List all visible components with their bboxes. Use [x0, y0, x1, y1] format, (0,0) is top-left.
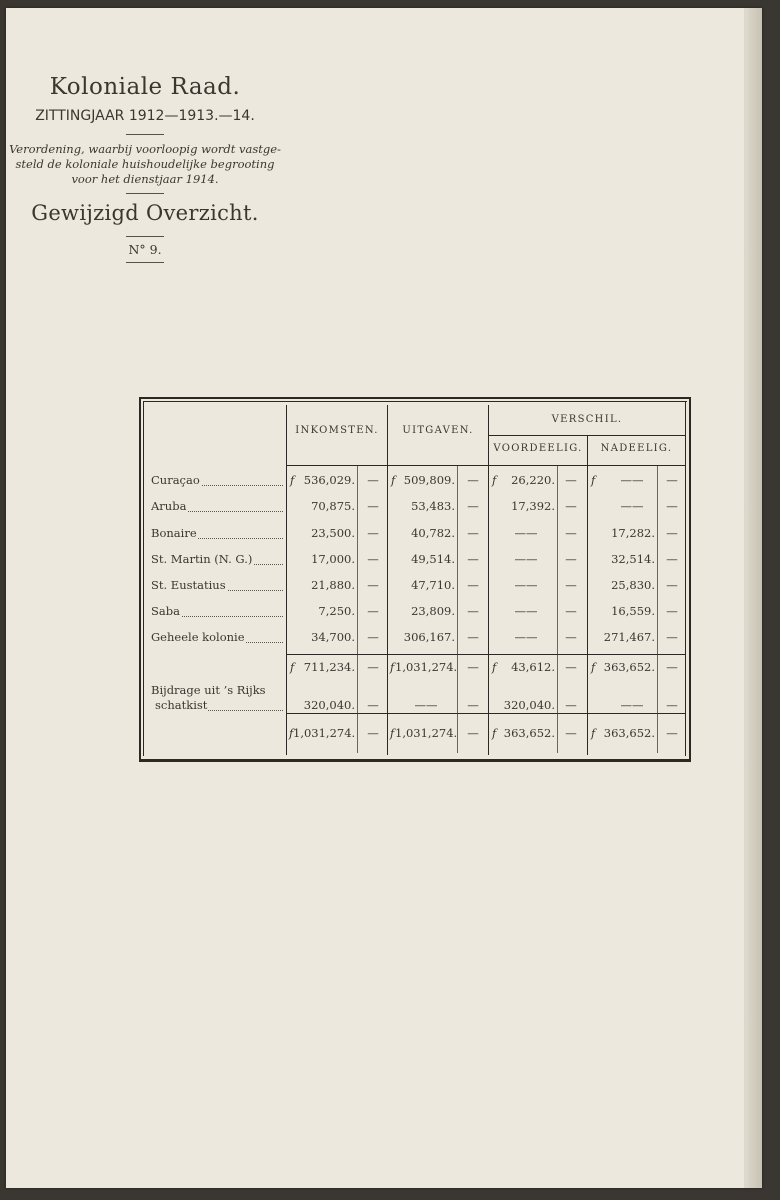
dash: — [666, 552, 678, 566]
dash: — [666, 726, 678, 740]
verschil-rule [488, 435, 685, 436]
dash: — [467, 473, 479, 487]
dash: — [367, 552, 379, 566]
dash: — [367, 526, 379, 540]
table-border-bottom [139, 759, 691, 762]
subtotal-rule [286, 654, 685, 655]
dash: — [467, 526, 479, 540]
bonaire-voordeelig: —— [514, 526, 538, 540]
row-label-geheele-kolonie: Geheele kolonie [151, 630, 283, 644]
dash: — [367, 473, 379, 487]
subtotal-uitgaven: 1,031,274. [395, 660, 458, 674]
row-label-curacao: Curaçao [151, 473, 283, 487]
total-nadeelig: 363,652. [603, 726, 655, 740]
total-uitgaven: 1,031,274. [395, 726, 458, 740]
divider [126, 193, 164, 194]
florin-sign: f [591, 660, 596, 674]
dash: — [666, 660, 678, 674]
row-label-aruba: Aruba [151, 499, 283, 513]
col-sep-uitgaven [488, 405, 489, 755]
dash: — [565, 726, 577, 740]
row-label-saba: Saba [151, 604, 283, 618]
dash: — [565, 604, 577, 618]
ordinance-description [6, 142, 284, 187]
col-sep-verschil [587, 435, 588, 755]
dash: — [666, 578, 678, 592]
aruba-nadeelig: —— [620, 499, 644, 513]
table-border-right [689, 397, 691, 762]
saba-uitgaven: 23,809. [411, 604, 455, 618]
florin-sign: f [290, 660, 295, 674]
row-label-st-eustatius: St. Eustatius [151, 578, 283, 592]
dash: — [565, 660, 577, 674]
dash: — [666, 698, 678, 712]
dash: — [367, 660, 379, 674]
row-label-bonaire: Bonaire [151, 526, 283, 540]
dash: — [367, 578, 379, 592]
florin-sign: f [390, 726, 395, 740]
header-uitgaven: UITGAVEN. [402, 425, 474, 436]
overview-subtitle: Gewijzigd Overzicht. [31, 201, 259, 225]
document-number: N° 9. [128, 242, 162, 257]
dash: — [467, 578, 479, 592]
dash: — [367, 604, 379, 618]
st-eustatius-voordeelig: —— [514, 578, 538, 592]
bonaire-nadeelig: 17,282. [611, 526, 655, 540]
dash: — [467, 726, 479, 740]
header-voordeelig: VOORDEELIG. [493, 443, 583, 454]
table-border-left-inner [143, 401, 144, 756]
bijdrage-inkomsten: 320,040. [303, 698, 355, 712]
bijdrage-nadeelig: —— [620, 698, 644, 712]
header-verschil: VERSCHIL. [551, 414, 623, 425]
curacao-inkomsten: 536,029. [303, 473, 355, 487]
dash: — [565, 578, 577, 592]
row-label-st-martin: St. Martin (N. G.) [151, 552, 283, 566]
dash: — [467, 630, 479, 644]
dash: — [565, 552, 577, 566]
curacao-uitgaven: 509,809. [403, 473, 455, 487]
dash: — [565, 499, 577, 513]
dash: — [367, 499, 379, 513]
aruba-voordeelig: 17,392. [511, 499, 555, 513]
dash: — [467, 604, 479, 618]
description-line-2: steld de koloniale huishoudelijke begrooting [15, 157, 275, 171]
bonaire-inkomsten: 23,500. [311, 526, 355, 540]
subtotal-nadeelig: 363,652. [603, 660, 655, 674]
aruba-uitgaven: 53,483. [411, 499, 455, 513]
st-martin-voordeelig: —— [514, 552, 538, 566]
geheele-kolonie-voordeelig: —— [514, 630, 538, 644]
st-eustatius-nadeelig: 25,830. [611, 578, 655, 592]
subcol-sep [357, 465, 358, 753]
total-voordeelig: 363,652. [503, 726, 555, 740]
row-label-bijdrage [151, 683, 283, 697]
bijdrage-label-line1: Bijdrage uit ’s Rijks [151, 683, 266, 697]
st-eustatius-inkomsten: 21,880. [311, 578, 355, 592]
budget-table [139, 397, 691, 763]
st-martin-inkomsten: 17,000. [311, 552, 355, 566]
total-inkomsten: 1,031,274. [293, 726, 356, 740]
bonaire-uitgaven: 40,782. [411, 526, 455, 540]
divider [126, 236, 164, 237]
dash: — [367, 698, 379, 712]
subtotal-voordeelig: 43,612. [511, 660, 555, 674]
page-edge [748, 8, 762, 1188]
florin-sign: f [591, 726, 596, 740]
subcol-sep [657, 465, 658, 753]
subcol-sep [457, 465, 458, 753]
saba-inkomsten: 7,250. [318, 604, 355, 618]
dash: — [467, 499, 479, 513]
geheele-kolonie-uitgaven: 306,167. [403, 630, 455, 644]
dash: — [666, 499, 678, 513]
total-rule [286, 713, 685, 714]
bijdrage-uitgaven: —— [414, 698, 438, 712]
row-label-schatkist: schatkist [155, 698, 283, 712]
subtotal-inkomsten: 711,234. [303, 660, 355, 674]
florin-sign: f [290, 473, 295, 487]
florin-sign: f [391, 473, 396, 487]
table-border-top [139, 397, 691, 399]
florin-sign: f [289, 726, 294, 740]
curacao-voordeelig: 26,220. [511, 473, 555, 487]
florin-sign: f [591, 473, 596, 487]
saba-nadeelig: 16,559. [611, 604, 655, 618]
description-line-1: Verordening, waarbij voorloopig wordt vastge- [9, 142, 281, 156]
dash: — [367, 726, 379, 740]
header-inkomsten: INKOMSTEN. [295, 425, 379, 436]
florin-sign: f [492, 473, 497, 487]
dash: — [565, 526, 577, 540]
col-sep-label [286, 405, 287, 755]
table-border-left [139, 397, 141, 762]
dash: — [565, 473, 577, 487]
st-martin-nadeelig: 32,514. [611, 552, 655, 566]
document-page [6, 8, 762, 1188]
page-edge-inner [744, 8, 748, 1188]
geheele-kolonie-inkomsten: 34,700. [311, 630, 355, 644]
dash: — [666, 630, 678, 644]
dash: — [467, 660, 479, 674]
geheele-kolonie-nadeelig: 271,467. [603, 630, 655, 644]
bijdrage-voordeelig: 320,040. [503, 698, 555, 712]
florin-sign: f [492, 726, 497, 740]
dash: — [467, 552, 479, 566]
florin-sign: f [492, 660, 497, 674]
header-rule [286, 465, 685, 466]
council-title: Koloniale Raad. [49, 74, 241, 100]
florin-sign: f [390, 660, 395, 674]
dash: — [666, 604, 678, 618]
subcol-sep [557, 465, 558, 753]
dash: — [565, 698, 577, 712]
dash: — [367, 630, 379, 644]
dash: — [565, 630, 577, 644]
saba-voordeelig: —— [514, 604, 538, 618]
header-nadeelig: NADEELIG. [600, 443, 673, 454]
col-sep-inkomsten [387, 405, 388, 755]
divider [126, 262, 164, 263]
session-year: ZITTINGJAAR 1912—1913.—14. [35, 108, 255, 124]
dash: — [666, 526, 678, 540]
table-border-top-inner [143, 401, 687, 402]
table-border-right-inner [685, 401, 686, 756]
st-eustatius-uitgaven: 47,710. [411, 578, 455, 592]
divider [126, 134, 164, 135]
aruba-inkomsten: 70,875. [311, 499, 355, 513]
st-martin-uitgaven: 49,514. [411, 552, 455, 566]
dash: — [467, 698, 479, 712]
description-line-3: voor het dienstjaar 1914. [71, 172, 219, 186]
dash: — [666, 473, 678, 487]
curacao-nadeelig: —— [620, 473, 644, 487]
